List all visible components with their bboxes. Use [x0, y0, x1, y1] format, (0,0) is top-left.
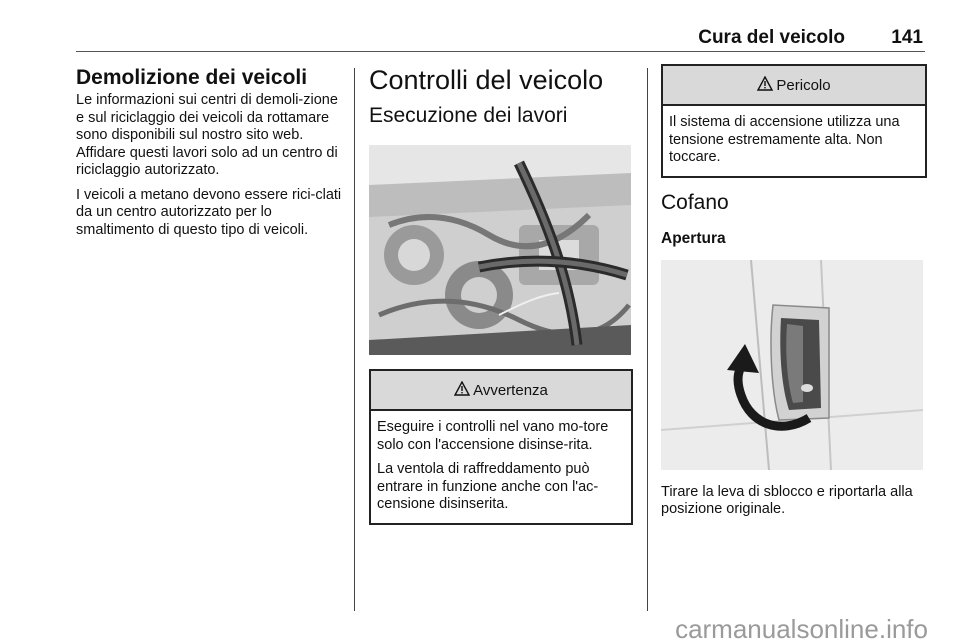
- chapter-heading-controlli: Controlli del veicolo: [369, 65, 604, 95]
- warning-box-header: [371, 371, 631, 411]
- warning-paragraph: Eseguire i controlli nel vano mo-tore solo con l'accensione disinse-rita.: [377, 419, 609, 453]
- warning-box-title: Avvertenza: [473, 381, 548, 399]
- hood-release-image: [661, 260, 923, 470]
- danger-paragraph: Il sistema di accensione utilizza una tensione estremamente alta. Non toccare.: [669, 114, 900, 165]
- engine-bay-image: [369, 145, 631, 355]
- page-header: [76, 26, 925, 52]
- column-middle: [369, 64, 633, 525]
- warning-triangle-icon: [454, 381, 470, 400]
- warning-box-body: [371, 411, 631, 523]
- paragraph: I veicoli a metano devono essere rici-clati da un centro autorizzato per lo smaltimento di questo tipo di veicoli.: [76, 186, 342, 238]
- danger-box-title: Pericolo: [776, 76, 831, 94]
- figure-caption: Tirare la leva di sblocco e riportarla alla posizione originale.: [661, 483, 913, 517]
- column-left: [76, 64, 346, 239]
- engine-bay-illustration: [369, 145, 631, 355]
- watermark-text: carmanualsonline.info: [675, 614, 928, 642]
- warning-paragraph: La ventola di raffreddamento può entrare in funzione anche con l'ac-censione disinserita.: [377, 461, 599, 512]
- subheading-apertura: Apertura: [661, 229, 726, 247]
- section-heading-cofano: Cofano: [661, 190, 729, 214]
- column-divider-right: [647, 68, 648, 611]
- page-number: 141: [891, 27, 923, 48]
- danger-box-body: [663, 106, 925, 176]
- running-header-title: Cura del veicolo: [698, 27, 845, 48]
- subheading-esecuzione: Esecuzione dei lavori: [369, 104, 568, 127]
- danger-box-pericolo: [661, 64, 927, 178]
- hood-release-lever-illustration: [661, 260, 923, 470]
- warning-triangle-icon: [757, 76, 773, 95]
- danger-box-header: [663, 66, 925, 106]
- column-right: [661, 64, 927, 519]
- column-divider-left: [354, 68, 355, 611]
- warning-box-avvertenza: [369, 369, 633, 525]
- paragraph: Le informazioni sui centri di demoli-zione e sul riciclaggio dei veicoli da rottamare sono disponibili sul nostro sito web. Affidare questi lavori solo ad un centro di riciclaggio autorizzato.: [76, 92, 338, 178]
- section-heading-demolizione: Demolizione dei veicoli: [76, 66, 308, 89]
